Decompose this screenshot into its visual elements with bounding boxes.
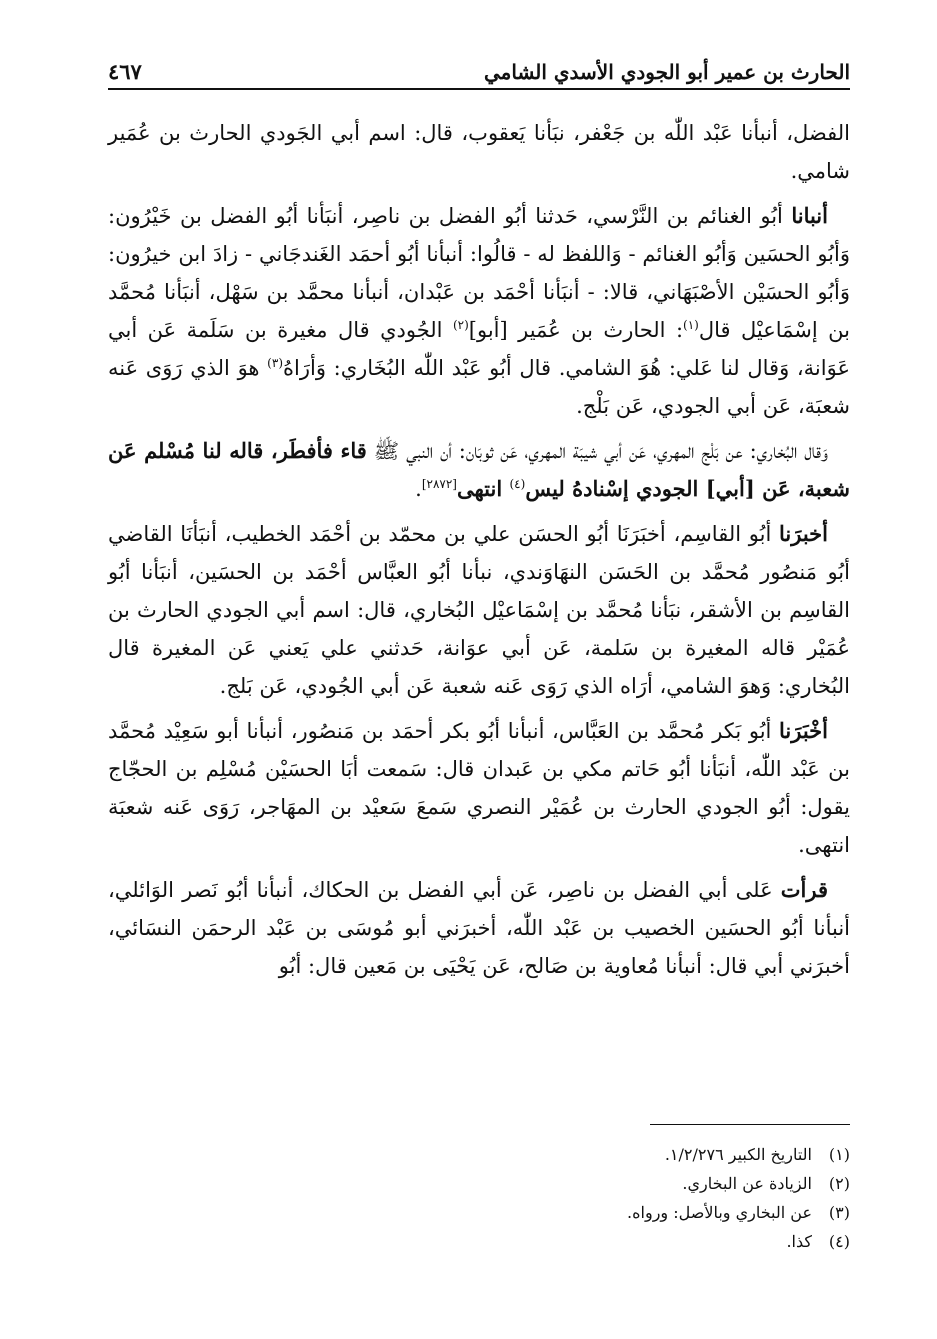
footnote-marker: (١) bbox=[683, 318, 699, 332]
page-header bbox=[108, 52, 850, 90]
footnote-number: (١) bbox=[828, 1145, 850, 1164]
paragraph-text: أبُو القاسِم، أخبَرَنَا أبُو الحسَن علي بن محمّد بن أحْمَد الخطيب، أنبَأنَا القاضي أبُو مَنصُور مُحمَّد بن الحَسَن النهَاوَندي، نبأنا أبُو العبَّاس أحْمَد بن الحسَين، أنبَأنا أبُو القاسِم بن الأشقر، نبَأنا مُحمَّد بن إسْمَاعيْل البُخاري، قال: اسم أبي الجودي الحارث بن عُمَيْر قاله المغيرة بن سَلمة، عَن أبي عوَانة، حَدثني علي يَعني عَن المغيرة قال البُخاري: وَهوَ الشامي، أرَاه الذي رَوَى عَنه شعبة عَن أبي الجُودي، عَن بَلج. bbox=[108, 522, 850, 698]
hadith-end: انتهى bbox=[456, 476, 510, 501]
paragraph-text: وَقال البُخاري: عن بَلْج المهري، عَن أبي شيبَة المهري، عَن ثوبَان: أن النبي ﷺ bbox=[366, 439, 828, 463]
paragraph-text: هوَ الذي رَوَى عَنه شعبَة، عَن أبي الجودي، عَن بَلْج. bbox=[108, 356, 850, 418]
footnote-item bbox=[108, 1227, 850, 1256]
footnote-text: التاريخ الكبير ١/٢/٢٧٦. bbox=[664, 1145, 812, 1164]
footnote-marker: (٤) bbox=[509, 477, 526, 491]
footnote-text: كذا. bbox=[786, 1232, 812, 1251]
footnote-item bbox=[108, 1198, 850, 1227]
paragraph-text: : الحارث بن عُمَير [أبو] bbox=[468, 318, 684, 342]
footnote-number: (٢) bbox=[828, 1174, 850, 1193]
paragraph-2 bbox=[108, 197, 850, 425]
paragraph-text: الجُودي قال مغيرة بن سَلَمة عَن أبي عَوَانة، وَقال لنا عَلي: هُوَ الشامي. قال أبُو عَبْد اللّٰه البُخَاري: وَأرَاهُ bbox=[108, 318, 850, 380]
footnote-text: الزيادة عن البخاري. bbox=[682, 1174, 812, 1193]
footnote-number: (٣) bbox=[828, 1203, 850, 1222]
paragraph-lead-word: أخبرَنا bbox=[779, 521, 828, 546]
paragraph-3 bbox=[108, 432, 850, 508]
footnote-text: عن البخاري وبالأصل: ورواه. bbox=[627, 1203, 812, 1222]
paragraph-text: أبُو بَكر مُحمَّد بن العَبَّاس، أنبأنا أبُو بكر أحمَد بن مَنصُور، أنبأنا أبو سَعِيْد مُحمَّد بن عَبْد اللّٰه، أنبَأنا أبُو حَاتم مكي بن عَبدان قال: سَمعت أبَا الحسَيْن مُسْلِم بن الحجّاج يقول: أبُو الجودي الحارث بن عُمَيْر النصري سَمعَ سَعيْد بن المهَاجر، رَوَى عَنه شعبَة انتهى. bbox=[108, 719, 850, 857]
running-title: الحارث بن عمير أبو الجودي الأسدي الشامي bbox=[483, 60, 850, 84]
paragraph-text: أبُو الغنائم بن النَّرْسي، حَدثنا أبُو الفضل بن ناصِر، أنبَأنا أبُو الفضل بن خَيْرُون: وَأبُو الحسَين وَأبُو الغنائم - وَاللفظ له - قالُوا: أنبأنا أبُو أحمَد الغَندجَاني - زادَ ابن خيرُون: وَأبُو الحسَيْن الأصْبَهَاني، قالا: - أنبَأنا أحْمَد بن عَبْدان، أنبأنا محمَّد بن سَهْل، أنبَأنا مُحمَّد بن إسْمَاعيْل قال bbox=[108, 204, 850, 342]
hadith-reference-number: [٢٨٧٢] bbox=[421, 477, 457, 491]
paragraph-lead-word: قرأت bbox=[780, 877, 828, 902]
footnote-marker: (٣) bbox=[267, 356, 283, 370]
main-text bbox=[108, 114, 850, 992]
footnote-item bbox=[108, 1140, 850, 1169]
paragraph-6 bbox=[108, 871, 850, 985]
footnote-divider bbox=[650, 1124, 850, 1125]
footnote-marker: (٢) bbox=[452, 318, 469, 332]
paragraph-5 bbox=[108, 712, 850, 864]
paragraph-1 bbox=[108, 114, 850, 190]
paragraph-4 bbox=[108, 515, 850, 705]
hadith-text: قاء فأفطَر، قاله لنا مُسْلم عَن شعبة، عَن [أبي] الجودي إسْنادهُ ليس bbox=[108, 438, 850, 501]
paragraph-end: . bbox=[415, 477, 422, 501]
paragraph-lead-word: أنبانا bbox=[791, 203, 828, 228]
paragraph-lead-word: أخْبَرَنا bbox=[779, 718, 828, 743]
paragraph-text: الفضل، أنبأنا عَبْد اللّٰه بن جَعْفر، نبَأنا يَعقوب، قال: اسم أبي الجَودي الحارث بن عُمَير شامي. bbox=[108, 121, 850, 183]
footnote-number: (٤) bbox=[828, 1232, 850, 1251]
footnote-item bbox=[108, 1169, 850, 1198]
footnotes bbox=[108, 1140, 850, 1256]
page-number: ٤٦٧ bbox=[108, 59, 142, 84]
paragraph-text: عَلى أبي الفضل بن ناصِر، عَن أبي الفضل بن الحكاك، أنبأنا أبُو نَصر الوَائلي، أنبأنا أبُو الحسَين الخصيب بن عَبْد اللّٰه، أخبرَني أبو مُوسَى بن عَبْد الرحمَن النسَائي، أخبرَني أبي قال: أنبأنا مُعاوية بن صَالح، عَن يَحْيَى بن مَعين قال: أبُو bbox=[108, 878, 850, 978]
